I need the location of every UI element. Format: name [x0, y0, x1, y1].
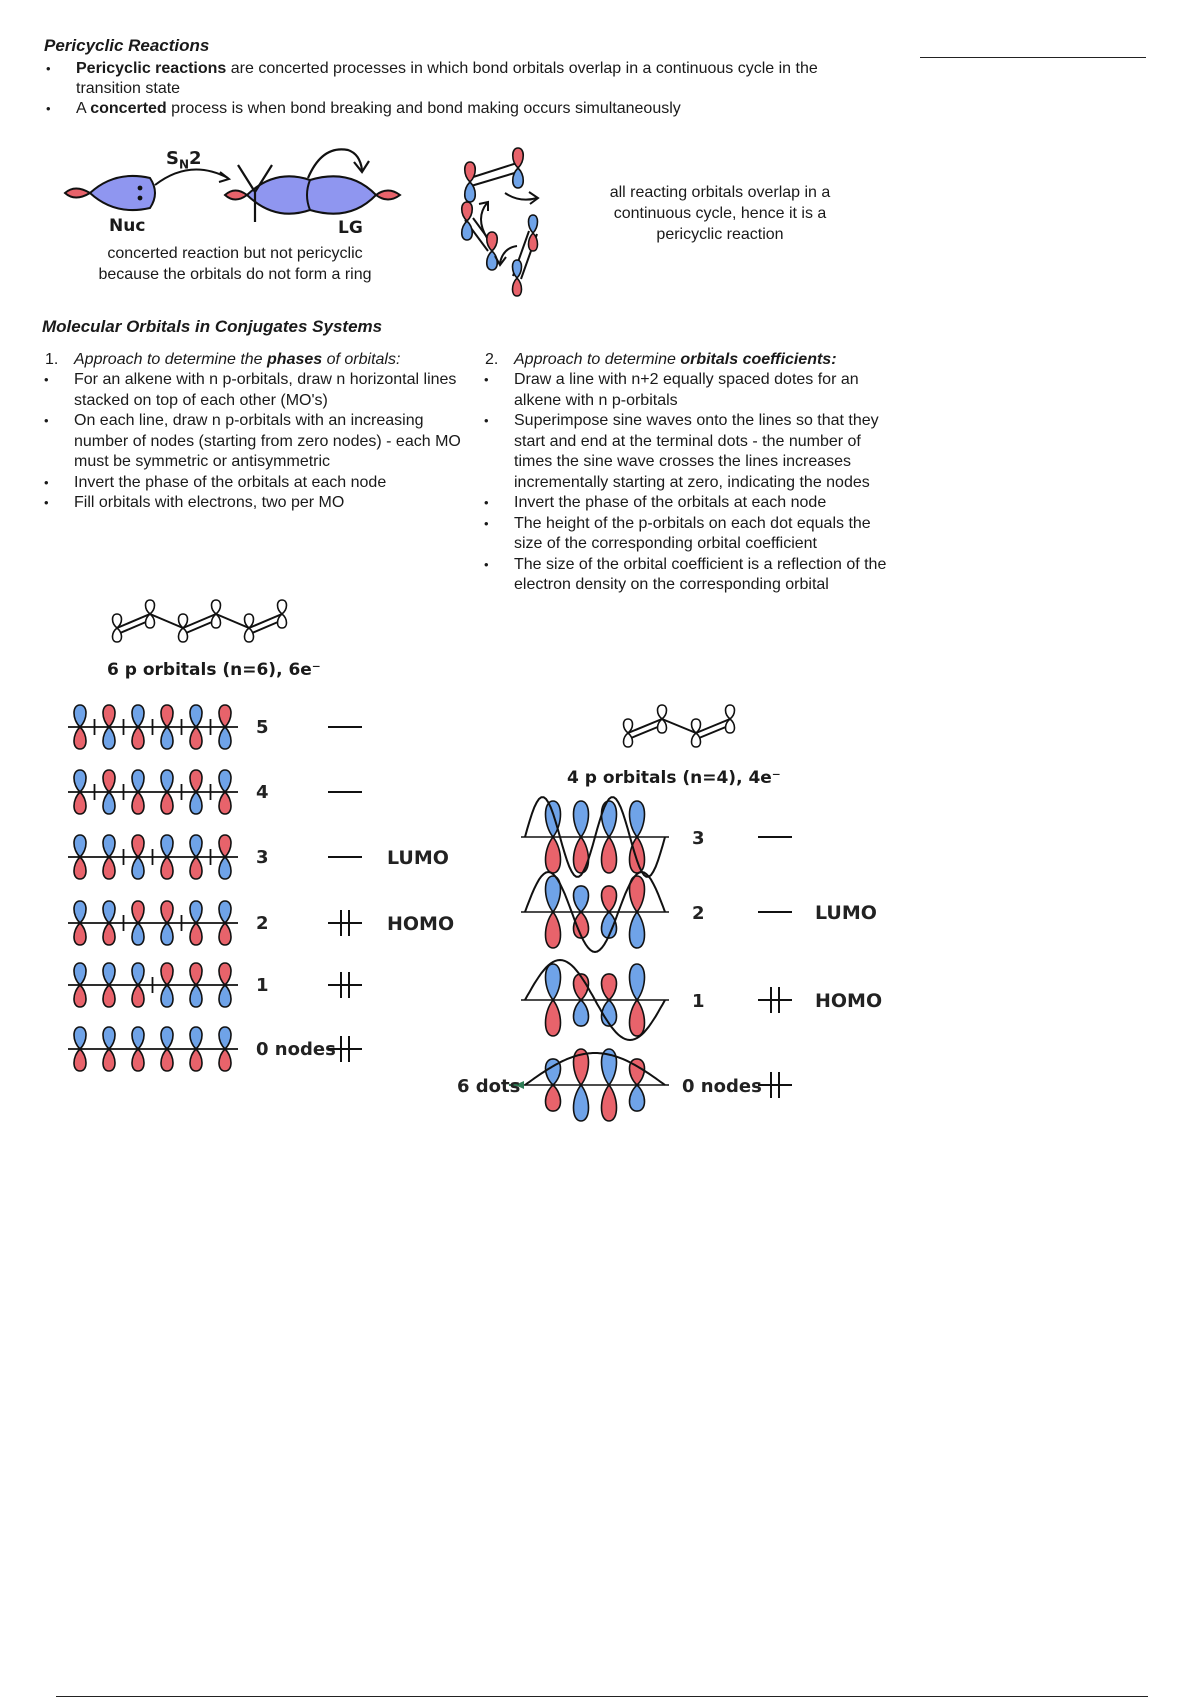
- orbital-lobe-top: [602, 886, 617, 912]
- orbital-lobe-top: [658, 705, 667, 719]
- orbital-lobe-bottom: [574, 1000, 589, 1026]
- orbital-lobe-top: [74, 705, 86, 727]
- level-label: 2: [256, 913, 269, 934]
- lumo-label: LUMO: [387, 847, 449, 869]
- level-label: 1: [256, 975, 269, 996]
- orbital-lobe-bottom: [219, 1049, 231, 1071]
- header-rule: [920, 57, 1146, 58]
- orbital-lobe-bottom: [74, 1049, 86, 1071]
- orbital-lobe-bottom: [219, 857, 231, 879]
- intro-bullet-1: [44, 59, 874, 99]
- orbital-lobe-bottom: [245, 628, 254, 642]
- orbital-lobe-top: [161, 835, 173, 857]
- approach-number: 2.: [485, 351, 499, 368]
- orbital-lobe-bottom: [219, 985, 231, 1007]
- orbital-lobe-top: [103, 1027, 115, 1049]
- orbital-lobe-top: [132, 963, 144, 985]
- caption-line: pericyclic reaction: [656, 226, 784, 243]
- hexatriene-caption: 6 p orbitals (n=6), 6e⁻: [107, 660, 321, 680]
- orbital-lobe-top: [132, 1027, 144, 1049]
- orbital-lobe-bottom: [513, 168, 524, 188]
- list-item: • The height of the p-orbitals on each dot equals the size of the corresponding orbital coefficient: [482, 514, 902, 555]
- bullet-text: are concerted processes in which bond orbitals overlap in a continuous cycle in the transition state: [76, 60, 818, 97]
- hexatriene-mo-diagram: [60, 695, 480, 1075]
- mo-row: [68, 1027, 362, 1071]
- heading-pre: Approach to determine the: [74, 351, 268, 368]
- orbital-lobe-bottom: [74, 985, 86, 1007]
- level-label: 2: [692, 903, 705, 924]
- orbital-lobe-top: [190, 835, 202, 857]
- intro-bullet-2: [44, 99, 874, 119]
- orbital-lobe-bottom: [190, 1049, 202, 1071]
- orbital-lobe-bottom: [624, 733, 633, 747]
- orbital-lobe-bottom: [103, 857, 115, 879]
- orbital-lobe-top: [132, 705, 144, 727]
- orbital-lobe-top: [219, 835, 231, 857]
- butadiene-molecule: [612, 695, 752, 765]
- orbital-lobe-bottom: [113, 628, 122, 642]
- mo-row: [521, 797, 792, 877]
- list-item: • Invert the phase of the orbitals at each node: [482, 493, 902, 514]
- orbital-lobe-top: [103, 901, 115, 923]
- sn2-caption: [50, 243, 420, 285]
- sn2-sub: N: [178, 157, 190, 172]
- approach-2-list: [482, 370, 902, 596]
- orbital-lobe-bottom: [179, 628, 188, 642]
- orbital-lobe-bottom: [190, 857, 202, 879]
- orbital-lobe-top: [219, 705, 231, 727]
- orbital-lobe-bottom: [487, 251, 498, 270]
- level-label: 3: [692, 828, 705, 849]
- orbital-lobe-bottom: [546, 912, 561, 948]
- orbital-lobe-top: [146, 600, 155, 614]
- bold-term: concerted: [90, 100, 167, 117]
- approach-1-list: [42, 370, 472, 514]
- mo-row: [457, 1049, 792, 1121]
- orbital-lobe-top: [219, 1027, 231, 1049]
- footer-rule: [56, 1696, 1148, 1697]
- approach-1-heading: [42, 350, 472, 370]
- orbital-lobe-bottom: [161, 727, 173, 749]
- orbital-lobe-top: [161, 1027, 173, 1049]
- lg-label: LG: [338, 218, 363, 238]
- orbital-lobe-top: [74, 963, 86, 985]
- orbital-lobe-top: [161, 901, 173, 923]
- orbital-lobe-bottom: [132, 985, 144, 1007]
- orbital-lobe-bottom: [132, 792, 144, 814]
- caption-line: concerted reaction but not pericyclic: [107, 245, 363, 262]
- orbital-lobe-bottom: [219, 923, 231, 945]
- orbital-lobe-bottom: [630, 1085, 645, 1111]
- orbital-lobe-bottom: [161, 857, 173, 879]
- orbital-lobe-top: [465, 162, 476, 182]
- orbital-lobe-bottom: [190, 923, 202, 945]
- orbital-lobe-top: [278, 600, 287, 614]
- orbital-lobe-bottom: [190, 792, 202, 814]
- orbital-lobe-bottom: [103, 923, 115, 945]
- butadiene-caption: 4 p orbitals (n=4), 4e⁻: [567, 768, 781, 788]
- orbital-lobe-top: [103, 963, 115, 985]
- orbital-lobe-bottom: [161, 923, 173, 945]
- mo-row: [68, 770, 362, 814]
- orbital-lobe-bottom: [74, 857, 86, 879]
- heading-pre: Approach to determine: [514, 351, 681, 368]
- approach-2-heading: [482, 350, 902, 370]
- orbital-lobe-bottom: [462, 221, 473, 240]
- page-title: Pericyclic Reactions: [44, 36, 210, 55]
- orbital-lobe-bottom: [161, 985, 173, 1007]
- orbital-lobe-bottom: [602, 1085, 617, 1121]
- list-item: • Invert the phase of the orbitals at each node: [42, 473, 472, 494]
- orbital-lobe-top: [132, 770, 144, 792]
- orbital-lobe-top: [74, 770, 86, 792]
- orbital-lobe-top: [190, 705, 202, 727]
- dots-label: 6 dots: [457, 1076, 521, 1097]
- mo-row: [68, 835, 449, 879]
- orbital-lobe-bottom: [513, 278, 522, 296]
- orbital-lobe-bottom: [103, 985, 115, 1007]
- list-item: • On each line, draw n p-orbitals with an increasing number of nodes (starting from zero nodes) - each MO must be symmetric or antisymmetric: [42, 411, 472, 473]
- orbital-lobe-bottom: [219, 727, 231, 749]
- orbital-lobe-bottom: [161, 792, 173, 814]
- orbital-lobe-top: [74, 901, 86, 923]
- orbital-lobe-bottom: [630, 1000, 645, 1036]
- list-item: • Fill orbitals with electrons, two per MO: [42, 493, 472, 514]
- orbital-lobe-bottom: [132, 857, 144, 879]
- orbital-lobe-bottom: [74, 923, 86, 945]
- orbital-lobe-top: [190, 963, 202, 985]
- cyclic-diagram: [445, 148, 585, 313]
- orbital-lobe-top: [212, 600, 221, 614]
- level-label: 0 nodes: [256, 1039, 336, 1060]
- orbital-lobe-top: [132, 835, 144, 857]
- level-label: 0 nodes: [682, 1076, 762, 1097]
- orbital-lobe-top: [546, 964, 561, 1000]
- list-item: • For an alkene with n p-orbitals, draw n horizontal lines stacked on top of each other (MO's): [42, 370, 472, 411]
- list-item: • The size of the orbital coefficient is a reflection of the electron density on the corresponding orbital: [482, 555, 902, 596]
- orbital-lobe-bottom: [546, 1085, 561, 1111]
- orbital-lobe-top: [190, 770, 202, 792]
- bullet-text: process is when bond breaking and bond making occurs simultaneously: [166, 100, 681, 117]
- sn2-label: [166, 148, 202, 172]
- orbital-lobe-top: [630, 964, 645, 1000]
- sn2-text: [166, 148, 202, 172]
- orbital-lobe-top: [630, 801, 645, 837]
- orbital-lobe-bottom: [132, 727, 144, 749]
- lumo-label: LUMO: [815, 902, 877, 924]
- orbital-lobe-top: [103, 705, 115, 727]
- orbital-lobe-top: [462, 202, 473, 221]
- orbital-lobe-top: [161, 770, 173, 792]
- orbital-lobe-top: [103, 770, 115, 792]
- approach-2: [482, 350, 902, 596]
- caption-line: because the orbitals do not form a ring: [98, 266, 372, 283]
- orbital-lobe-top: [74, 1027, 86, 1049]
- orbital-lobe-bottom: [546, 837, 561, 873]
- level-label: 1: [692, 991, 705, 1012]
- orbital-lobe-bottom: [602, 837, 617, 873]
- mo-row: [521, 960, 882, 1040]
- orbital-lobe-top: [161, 963, 173, 985]
- orbital-lobe-top: [529, 215, 538, 233]
- caption-line: continuous cycle, hence it is a: [613, 205, 827, 222]
- caption-line: all reacting orbitals overlap in a: [609, 184, 831, 201]
- orbital-lobe-bottom: [692, 733, 701, 747]
- mo-row: [68, 901, 454, 945]
- orbital-lobe-top: [219, 963, 231, 985]
- orbital-lobe-bottom: [74, 727, 86, 749]
- orbital-lobe-top: [132, 901, 144, 923]
- heading-post: of orbitals:: [322, 351, 401, 368]
- orbital-lobe-top: [219, 770, 231, 792]
- orbital-lobe-bottom: [574, 1085, 589, 1121]
- orbital-lobe-bottom: [161, 1049, 173, 1071]
- approach-1: [42, 350, 472, 514]
- orbital-lobe-top: [726, 705, 735, 719]
- mo-row: [521, 872, 877, 952]
- butadiene-mo-diagram: [457, 795, 920, 1125]
- sn2-num: 2: [189, 148, 202, 169]
- orbital-lobe-top: [487, 232, 498, 251]
- orbital-lobe-bottom: [103, 1049, 115, 1071]
- list-item: • Draw a line with n+2 equally spaced dotes for an alkene with n p-orbitals: [482, 370, 902, 411]
- orbital-lobe-bottom: [190, 985, 202, 1007]
- orbital-lobe-bottom: [103, 727, 115, 749]
- orbital-lobe-top: [103, 835, 115, 857]
- heading-bold: phases: [267, 351, 323, 368]
- homo-label: HOMO: [387, 913, 455, 935]
- orbital-lobe-top: [219, 901, 231, 923]
- list-item: • Superimpose sine waves onto the lines so that they start and end at the terminal dots - the number of times the sine wave crosses the lines increases incrementally starting at zero, indicating the nodes: [482, 411, 902, 493]
- orbital-lobe-top: [574, 886, 589, 912]
- level-label: 3: [256, 847, 269, 868]
- orbital-lobe-bottom: [74, 792, 86, 814]
- orbital-lobe-bottom: [132, 1049, 144, 1071]
- orbital-lobe-bottom: [546, 1000, 561, 1036]
- orbital-lobe-top: [602, 974, 617, 1000]
- orbital-lobe-bottom: [103, 792, 115, 814]
- orbital-lobe-bottom: [190, 727, 202, 749]
- orbital-lobe-bottom: [630, 912, 645, 948]
- orbital-lobe-bottom: [132, 923, 144, 945]
- mo-section-title: Molecular Orbitals in Conjugates Systems: [42, 317, 383, 336]
- level-label: 5: [256, 717, 269, 738]
- orbital-lobe-top: [74, 835, 86, 857]
- homo-label: HOMO: [815, 990, 883, 1012]
- orbital-lobe-top: [190, 901, 202, 923]
- mo-row: [68, 705, 362, 749]
- orbital-lobe-top: [161, 705, 173, 727]
- orbital-lobe-top: [574, 801, 589, 837]
- hexatriene-molecule: [105, 590, 305, 660]
- mo-row: [68, 963, 362, 1007]
- level-label: 4: [256, 782, 269, 803]
- approach-number: 1.: [45, 351, 59, 368]
- sn2-s: S: [166, 148, 179, 169]
- cyclic-caption: [580, 182, 860, 245]
- nuc-label: Nuc: [109, 216, 146, 236]
- intro-bullets: [44, 59, 874, 119]
- bold-term: Pericyclic reactions: [76, 60, 227, 77]
- heading-bold: orbitals coefficients:: [680, 351, 837, 368]
- bullet-pre: A: [76, 100, 91, 117]
- orbital-lobe-top: [513, 148, 524, 168]
- orbital-lobe-top: [190, 1027, 202, 1049]
- orbital-lobe-bottom: [219, 792, 231, 814]
